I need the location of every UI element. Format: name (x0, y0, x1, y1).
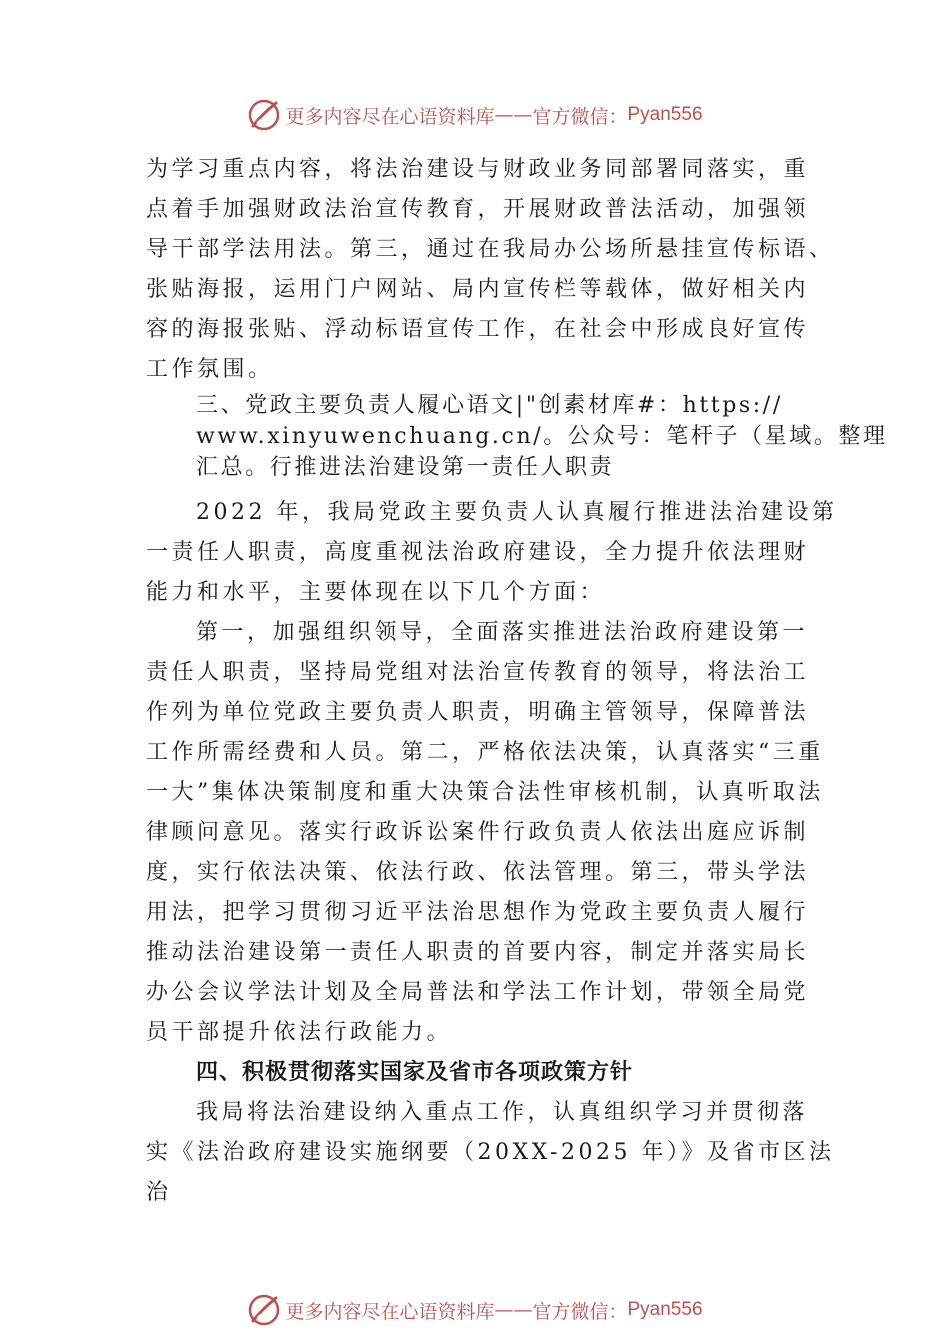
text-line: 导干部学法用法。第三，通过在我局办公场所悬挂宣传标语、 (146, 237, 835, 262)
paragraph-4 (146, 1093, 835, 1213)
text-line: 用法，把学习贯彻习近平法治思想作为党政主要负责人履行 (146, 900, 810, 925)
text-line: 我局将法治建设纳入重点工作，认真组织学习并贯彻落 (196, 1100, 809, 1125)
text-line: 推动法治建设第一责任人职责的首要内容，制定并落实局长 (146, 940, 810, 965)
text-line: 张贴海报，运用门户网站、局内宣传栏等载体，做好相关内 (146, 277, 810, 302)
text-line: 度，实行依法决策、依法行政、依法管理。第三，带头学法 (146, 860, 810, 885)
text-line: 工作所需经费和人员。第二，严格依法决策，认真落实“三重 (146, 740, 824, 765)
banner-wechat-label: 官方微信： (532, 1300, 628, 1323)
text-line: 一责任人职责，高度重视法治政府建设，全力提升依法理财 (146, 540, 810, 565)
text-line: 容的海报张贴、浮动标语宣传工作，在社会中形成良好宣传 (146, 317, 810, 342)
document-body (146, 150, 888, 1213)
text-line: 三、党政主要负责人履心语文|"创素材库#：https:// (196, 393, 783, 418)
text-line: 点着手加强财政法治宣传教育，开展财政普法活动，加强领 (146, 197, 810, 222)
brush-logo-icon (247, 98, 281, 132)
text-line: 责任人职责，坚持局党组对法治宣传教育的领导，将法治工 (146, 660, 810, 685)
banner-separator: —— (494, 1299, 533, 1321)
banner-separator: —— (494, 104, 533, 126)
text-line: 能力和水平，主要体现在以下几个方面： (146, 580, 606, 605)
text-line: 工作氛围。 (146, 357, 274, 382)
text-line: 律顾问意见。落实行政诉讼案件行政负责人依法出庭应诉制 (146, 820, 810, 845)
paragraph-2 (146, 493, 838, 613)
text-line: 一大”集体决策制度和重大决策合法性审核机制，认真听取法 (146, 780, 824, 805)
text-line: 汇总。行推进法治建设第一责任人职责 (196, 455, 615, 480)
text-line: 员干部提升依法行政能力。 (146, 1020, 453, 1045)
banner-wechat-label: 官方微信： (532, 105, 628, 128)
text-line: 实《法治政府建设实施纲要（20XX-2025 年）》及省市区法 (146, 1140, 835, 1165)
brush-logo-icon (247, 1293, 281, 1327)
banner-source: 更多内容尽在心语资料库 (285, 1300, 495, 1323)
banner-wechat-id: Pyan556 (627, 1299, 703, 1320)
header-banner (0, 95, 950, 135)
section-4-heading: 四、积极贯彻落实国家及省市各项政策方针 (196, 1060, 634, 1085)
text-line: 第一，加强组织领导，全面落实推进法治政府建设第一 (196, 620, 809, 645)
paragraph-3 (146, 613, 824, 1053)
section-3-heading (146, 390, 888, 483)
banner-source: 更多内容尽在心语资料库 (285, 105, 495, 128)
text-line: 办公会议学法计划及全局普法和学法工作计划，带领全局党 (146, 980, 810, 1005)
text-line: 作列为单位党政主要负责人职责，明确主管领导，保障普法 (146, 700, 810, 725)
text-line: 2022 年，我局党政主要负责人认真履行推进法治建设第 (196, 500, 838, 525)
text-line: 治 (146, 1180, 172, 1205)
footer-banner (0, 1290, 950, 1330)
text-line: 为学习重点内容，将法治建设与财政业务同部署同落实，重 (146, 157, 810, 182)
text-line: www.xinyuwenchuang.cn/。公众号：笔杆子（星域。整理 (196, 424, 888, 449)
banner-wechat-id: Pyan556 (627, 104, 703, 125)
paragraph-1 (146, 150, 835, 390)
